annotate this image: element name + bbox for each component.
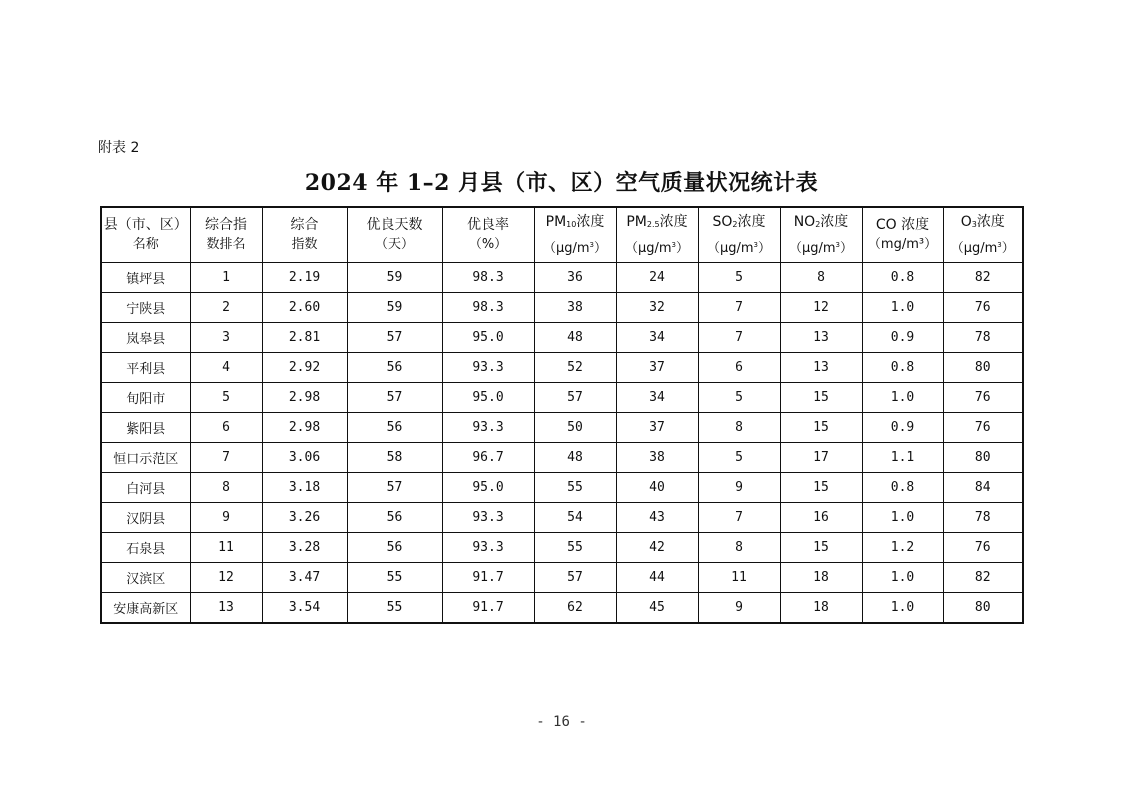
cell-pm10: 36 xyxy=(534,263,616,293)
cell-pm25: 34 xyxy=(616,323,698,353)
cell-good-days: 56 xyxy=(347,413,442,443)
cell-no2: 15 xyxy=(780,413,862,443)
cell-index: 3.47 xyxy=(262,563,347,593)
cell-good-days: 59 xyxy=(347,263,442,293)
cell-pm25: 38 xyxy=(616,443,698,473)
cell-so2: 8 xyxy=(698,413,780,443)
cell-rank: 13 xyxy=(190,593,262,624)
cell-o3: 76 xyxy=(943,383,1023,413)
cell-pm25: 32 xyxy=(616,293,698,323)
cell-o3: 76 xyxy=(943,293,1023,323)
header-o3: O3浓度 $(\mu g/m^3)$ xyxy=(943,207,1023,263)
header-good-rate: 优良率 （%） xyxy=(442,207,534,263)
cell-o3: 78 xyxy=(943,503,1023,533)
cell-good-rate: 93.3 xyxy=(442,503,534,533)
cell-pm10: 48 xyxy=(534,443,616,473)
cell-no2: 17 xyxy=(780,443,862,473)
table-row xyxy=(101,503,1023,533)
cell-o3: 80 xyxy=(943,353,1023,383)
cell-pm10: 38 xyxy=(534,293,616,323)
cell-rank: 3 xyxy=(190,323,262,353)
cell-index: 2.92 xyxy=(262,353,347,383)
cell-co: 1.1 xyxy=(862,443,943,473)
cell-o3: 80 xyxy=(943,443,1023,473)
cell-name: 岚皋县 xyxy=(101,323,190,353)
header-pm10: PM10浓度 $(\mu g/m^3)$ xyxy=(534,207,616,263)
cell-no2: 18 xyxy=(780,563,862,593)
cell-rank: 11 xyxy=(190,533,262,563)
table-row xyxy=(101,413,1023,443)
cell-no2: 13 xyxy=(780,323,862,353)
cell-good-days: 59 xyxy=(347,293,442,323)
cell-o3: 82 xyxy=(943,263,1023,293)
cell-good-rate: 96.7 xyxy=(442,443,534,473)
cell-co: 0.9 xyxy=(862,323,943,353)
cell-rank: 2 xyxy=(190,293,262,323)
cell-rank: 1 xyxy=(190,263,262,293)
cell-pm10: 54 xyxy=(534,503,616,533)
cell-rank: 5 xyxy=(190,383,262,413)
cell-o3: 84 xyxy=(943,473,1023,503)
cell-rank: 8 xyxy=(190,473,262,503)
cell-pm25: 24 xyxy=(616,263,698,293)
cell-good-rate: 95.0 xyxy=(442,323,534,353)
cell-no2: 12 xyxy=(780,293,862,323)
cell-good-rate: 95.0 xyxy=(442,473,534,503)
header-co: CO 浓度 （mg/m³） xyxy=(862,207,943,263)
cell-no2: 15 xyxy=(780,473,862,503)
cell-so2: 9 xyxy=(698,473,780,503)
cell-no2: 16 xyxy=(780,503,862,533)
cell-good-days: 56 xyxy=(347,533,442,563)
cell-co: 1.0 xyxy=(862,503,943,533)
table-row xyxy=(101,293,1023,323)
cell-name: 石泉县 xyxy=(101,533,190,563)
cell-pm10: 57 xyxy=(534,383,616,413)
cell-good-rate: 91.7 xyxy=(442,563,534,593)
cell-no2: 15 xyxy=(780,383,862,413)
cell-name: 白河县 xyxy=(101,473,190,503)
cell-pm10: 50 xyxy=(534,413,616,443)
header-no2: NO2浓度 $(\mu g/m^3)$ xyxy=(780,207,862,263)
attachment-label: 附表 2 xyxy=(98,140,140,156)
cell-good-rate: 98.3 xyxy=(442,263,534,293)
table-row xyxy=(101,533,1023,563)
table-row xyxy=(101,563,1023,593)
cell-co: 1.0 xyxy=(862,563,943,593)
cell-so2: 5 xyxy=(698,263,780,293)
cell-good-rate: 91.7 xyxy=(442,593,534,624)
table-row xyxy=(101,263,1023,293)
cell-pm25: 34 xyxy=(616,383,698,413)
cell-good-days: 58 xyxy=(347,443,442,473)
cell-so2: 5 xyxy=(698,443,780,473)
cell-no2: 18 xyxy=(780,593,862,624)
table-row xyxy=(101,353,1023,383)
header-name: 县（市、区） 名称 xyxy=(101,207,190,263)
cell-pm25: 42 xyxy=(616,533,698,563)
cell-o3: 78 xyxy=(943,323,1023,353)
table-row xyxy=(101,443,1023,473)
table-row xyxy=(101,473,1023,503)
cell-index: 3.54 xyxy=(262,593,347,624)
cell-good-days: 57 xyxy=(347,383,442,413)
cell-co: 0.9 xyxy=(862,413,943,443)
cell-name: 紫阳县 xyxy=(101,413,190,443)
cell-index: 3.28 xyxy=(262,533,347,563)
cell-rank: 6 xyxy=(190,413,262,443)
cell-so2: 8 xyxy=(698,533,780,563)
cell-good-rate: 93.3 xyxy=(442,533,534,563)
cell-index: 3.18 xyxy=(262,473,347,503)
cell-index: 2.98 xyxy=(262,413,347,443)
table-header-row xyxy=(101,207,1023,263)
cell-good-days: 57 xyxy=(347,323,442,353)
cell-o3: 82 xyxy=(943,563,1023,593)
cell-no2: 15 xyxy=(780,533,862,563)
cell-name: 汉阴县 xyxy=(101,503,190,533)
header-index: 综合 指数 xyxy=(262,207,347,263)
cell-good-days: 55 xyxy=(347,563,442,593)
cell-index: 2.60 xyxy=(262,293,347,323)
cell-co: 1.0 xyxy=(862,593,943,624)
cell-so2: 7 xyxy=(698,293,780,323)
cell-pm10: 62 xyxy=(534,593,616,624)
cell-name: 平利县 xyxy=(101,353,190,383)
cell-name: 宁陕县 xyxy=(101,293,190,323)
cell-name: 旬阳市 xyxy=(101,383,190,413)
table-row xyxy=(101,323,1023,353)
table-body xyxy=(101,263,1023,624)
cell-index: 3.06 xyxy=(262,443,347,473)
cell-index: 2.98 xyxy=(262,383,347,413)
cell-index: 2.81 xyxy=(262,323,347,353)
cell-rank: 4 xyxy=(190,353,262,383)
cell-rank: 12 xyxy=(190,563,262,593)
cell-good-rate: 98.3 xyxy=(442,293,534,323)
cell-good-days: 57 xyxy=(347,473,442,503)
cell-pm25: 40 xyxy=(616,473,698,503)
cell-name: 汉滨区 xyxy=(101,563,190,593)
cell-o3: 76 xyxy=(943,533,1023,563)
cell-pm25: 37 xyxy=(616,413,698,443)
cell-so2: 5 xyxy=(698,383,780,413)
cell-co: 1.0 xyxy=(862,383,943,413)
cell-name: 恒口示范区 xyxy=(101,443,190,473)
table-row xyxy=(101,593,1023,624)
header-so2: SO2浓度 $(\mu g/m^3)$ xyxy=(698,207,780,263)
cell-pm25: 44 xyxy=(616,563,698,593)
air-quality-table xyxy=(100,206,1024,624)
cell-so2: 7 xyxy=(698,503,780,533)
cell-so2: 7 xyxy=(698,323,780,353)
page-number: - 16 - xyxy=(536,714,587,730)
cell-good-days: 56 xyxy=(347,353,442,383)
cell-good-days: 55 xyxy=(347,593,442,624)
cell-no2: 8 xyxy=(780,263,862,293)
cell-co: 0.8 xyxy=(862,473,943,503)
cell-index: 3.26 xyxy=(262,503,347,533)
cell-rank: 9 xyxy=(190,503,262,533)
table-row xyxy=(101,383,1023,413)
document-title: 2024 年 1–2 月县（市、区）空气质量状况统计表 xyxy=(304,170,819,196)
cell-index: 2.19 xyxy=(262,263,347,293)
cell-so2: 9 xyxy=(698,593,780,624)
cell-o3: 80 xyxy=(943,593,1023,624)
cell-rank: 7 xyxy=(190,443,262,473)
cell-pm25: 43 xyxy=(616,503,698,533)
cell-good-rate: 95.0 xyxy=(442,383,534,413)
cell-co: 0.8 xyxy=(862,263,943,293)
cell-co: 0.8 xyxy=(862,353,943,383)
cell-pm10: 57 xyxy=(534,563,616,593)
cell-name: 安康高新区 xyxy=(101,593,190,624)
cell-good-rate: 93.3 xyxy=(442,353,534,383)
header-rank: 综合指 数排名 xyxy=(190,207,262,263)
cell-no2: 13 xyxy=(780,353,862,383)
cell-co: 1.2 xyxy=(862,533,943,563)
header-pm25: PM2.5浓度 $(\mu g/m^3)$ xyxy=(616,207,698,263)
cell-pm10: 48 xyxy=(534,323,616,353)
cell-good-days: 56 xyxy=(347,503,442,533)
cell-pm10: 52 xyxy=(534,353,616,383)
cell-good-rate: 93.3 xyxy=(442,413,534,443)
header-good-days: 优良天数 （天） xyxy=(347,207,442,263)
cell-pm25: 37 xyxy=(616,353,698,383)
cell-o3: 76 xyxy=(943,413,1023,443)
cell-co: 1.0 xyxy=(862,293,943,323)
cell-pm25: 45 xyxy=(616,593,698,624)
cell-pm10: 55 xyxy=(534,533,616,563)
cell-name: 镇坪县 xyxy=(101,263,190,293)
cell-so2: 11 xyxy=(698,563,780,593)
cell-pm10: 55 xyxy=(534,473,616,503)
cell-so2: 6 xyxy=(698,353,780,383)
